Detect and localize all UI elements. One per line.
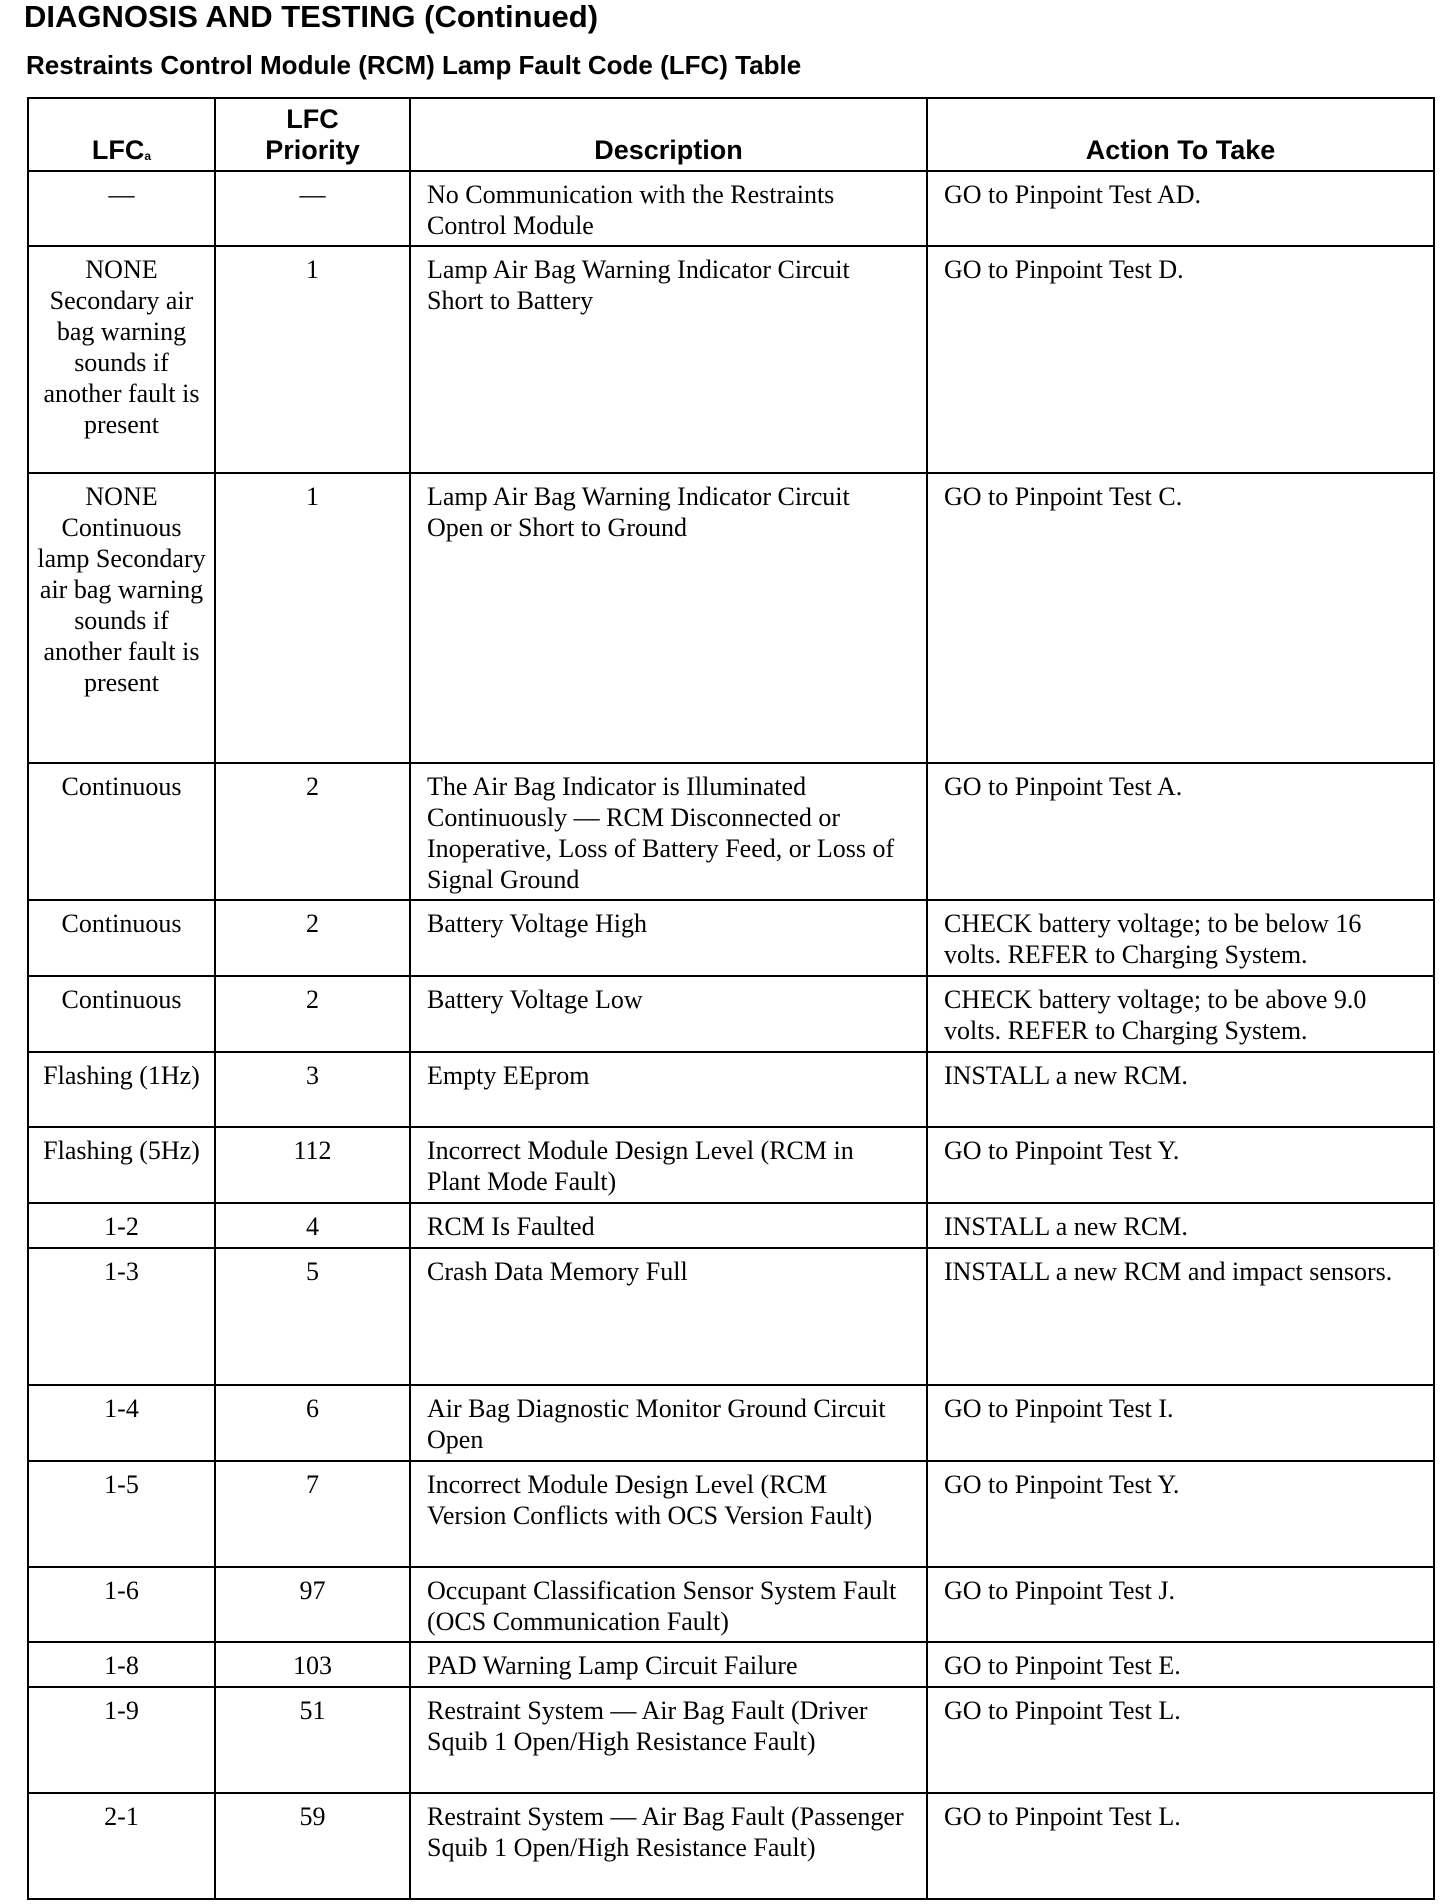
cell-lfc: Flashing (1Hz) <box>28 1052 215 1127</box>
cell-lfc: 1-6 <box>28 1567 215 1642</box>
table-row <box>28 1127 1434 1203</box>
cell-lfc: 1-4 <box>28 1385 215 1461</box>
table-row <box>28 1793 1434 1899</box>
header-priority-line1: LFC <box>286 104 339 134</box>
cell-description: No Communication with the Restraints Control Module <box>410 171 927 246</box>
cell-description: Air Bag Diagnostic Monitor Ground Circuit Open <box>410 1385 927 1461</box>
cell-description: Battery Voltage Low <box>410 976 927 1052</box>
cell-action: GO to Pinpoint Test A. <box>927 763 1434 900</box>
cell-priority: 112 <box>215 1127 410 1203</box>
cell-priority: 1 <box>215 473 410 763</box>
cell-lfc: NONE Continuous lamp Secondary air bag warning sounds if another fault is present <box>28 473 215 763</box>
cell-priority: 1 <box>215 246 410 473</box>
cell-priority: 3 <box>215 1052 410 1127</box>
cell-lfc: NONE Secondary air bag warning sounds if another fault is present <box>28 246 215 473</box>
header-action: Action To Take <box>927 98 1434 171</box>
table-row <box>28 1052 1434 1127</box>
table-caption: Restraints Control Module (RCM) Lamp Fault Code (LFC) Table <box>26 50 802 80</box>
cell-priority: 4 <box>215 1203 410 1248</box>
cell-lfc: 1-8 <box>28 1642 215 1687</box>
cell-action: GO to Pinpoint Test Y. <box>927 1461 1434 1567</box>
table-row <box>28 171 1434 246</box>
table-row <box>28 1567 1434 1642</box>
cell-description: The Air Bag Indicator is Illuminated Continuously — RCM Disconnected or Inoperative, Loss of Battery Feed, or Loss of Signal Ground <box>410 763 927 900</box>
cell-description: Empty EEprom <box>410 1052 927 1127</box>
cell-priority: 2 <box>215 976 410 1052</box>
cell-priority: 2 <box>215 900 410 976</box>
cell-description: Lamp Air Bag Warning Indicator Circuit Open or Short to Ground <box>410 473 927 763</box>
cell-lfc: 2-1 <box>28 1793 215 1899</box>
cell-lfc: 1-5 <box>28 1461 215 1567</box>
table-row <box>28 246 1434 473</box>
cell-description: Restraint System — Air Bag Fault (Driver Squib 1 Open/High Resistance Fault) <box>410 1687 927 1793</box>
cell-description: Incorrect Module Design Level (RCM in Plant Mode Fault) <box>410 1127 927 1203</box>
header-lfc <box>28 98 215 171</box>
header-priority <box>215 98 410 171</box>
cell-action: GO to Pinpoint Test D. <box>927 246 1434 473</box>
cell-action: INSTALL a new RCM. <box>927 1052 1434 1127</box>
cell-description: Occupant Classification Sensor System Fault (OCS Communication Fault) <box>410 1567 927 1642</box>
table-row <box>28 1248 1434 1385</box>
table-row <box>28 763 1434 900</box>
table-row <box>28 1385 1434 1461</box>
table-header-row <box>28 98 1434 171</box>
cell-description: Crash Data Memory Full <box>410 1248 927 1385</box>
cell-lfc: 1-9 <box>28 1687 215 1793</box>
table-row <box>28 976 1434 1052</box>
cell-action: GO to Pinpoint Test L. <box>927 1793 1434 1899</box>
cell-lfc: Continuous <box>28 976 215 1052</box>
table-row <box>28 1203 1434 1248</box>
cell-action: INSTALL a new RCM and impact sensors. <box>927 1248 1434 1385</box>
cell-description: PAD Warning Lamp Circuit Failure <box>410 1642 927 1687</box>
header-lfc-label: LFC <box>91 135 145 165</box>
cell-priority: — <box>215 171 410 246</box>
table-row <box>28 473 1434 763</box>
cell-description: Battery Voltage High <box>410 900 927 976</box>
cell-priority: 5 <box>215 1248 410 1385</box>
cell-lfc: Continuous <box>28 900 215 976</box>
table-row <box>28 900 1434 976</box>
cell-priority: 6 <box>215 1385 410 1461</box>
cell-action: INSTALL a new RCM. <box>927 1203 1434 1248</box>
cell-action: GO to Pinpoint Test L. <box>927 1687 1434 1793</box>
header-lfc-footnote-marker: a <box>144 149 152 163</box>
cell-action: GO to Pinpoint Test C. <box>927 473 1434 763</box>
cell-lfc: 1-2 <box>28 1203 215 1248</box>
table-row <box>28 1642 1434 1687</box>
table-row <box>28 1687 1434 1793</box>
cell-description: Restraint System — Air Bag Fault (Passenger Squib 1 Open/High Resistance Fault) <box>410 1793 927 1899</box>
cell-priority: 51 <box>215 1687 410 1793</box>
cell-action: GO to Pinpoint Test E. <box>927 1642 1434 1687</box>
cell-priority: 2 <box>215 763 410 900</box>
cell-action: GO to Pinpoint Test Y. <box>927 1127 1434 1203</box>
cell-action: CHECK battery voltage; to be below 16 volts. REFER to Charging System. <box>927 900 1434 976</box>
header-priority-line2: Priority <box>265 135 360 165</box>
cell-description: RCM Is Faulted <box>410 1203 927 1248</box>
cell-action: GO to Pinpoint Test J. <box>927 1567 1434 1642</box>
cell-lfc: — <box>28 171 215 246</box>
cell-priority: 59 <box>215 1793 410 1899</box>
cell-description: Lamp Air Bag Warning Indicator Circuit Short to Battery <box>410 246 927 473</box>
cell-action: CHECK battery voltage; to be above 9.0 volts. REFER to Charging System. <box>927 976 1434 1052</box>
table-row <box>28 1461 1434 1567</box>
cell-description: Incorrect Module Design Level (RCM Version Conflicts with OCS Version Fault) <box>410 1461 927 1567</box>
cell-priority: 103 <box>215 1642 410 1687</box>
cell-lfc: Continuous <box>28 763 215 900</box>
page-heading: DIAGNOSIS AND TESTING (Continued) <box>24 0 599 34</box>
header-description: Description <box>410 98 927 171</box>
lfc-table <box>27 97 1435 1900</box>
cell-priority: 7 <box>215 1461 410 1567</box>
cell-action: GO to Pinpoint Test AD. <box>927 171 1434 246</box>
cell-lfc: 1-3 <box>28 1248 215 1385</box>
cell-lfc: Flashing (5Hz) <box>28 1127 215 1203</box>
cell-action: GO to Pinpoint Test I. <box>927 1385 1434 1461</box>
cell-priority: 97 <box>215 1567 410 1642</box>
